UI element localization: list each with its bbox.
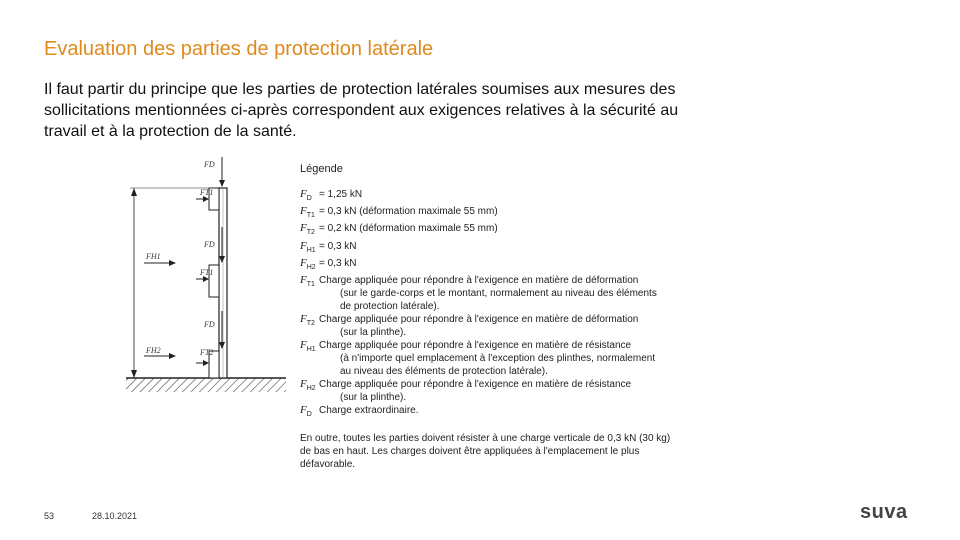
legend-value: = 0,3 kN	[319, 240, 357, 252]
legend-description-row	[300, 378, 690, 404]
legend-symbol: $F_{H1}$	[300, 239, 316, 254]
legend	[300, 163, 690, 471]
side-protection-diagram	[122, 155, 302, 400]
legend-description-line: de protection latérale).	[340, 300, 440, 312]
footer-date: 28.10.2021	[92, 511, 138, 521]
fig-label-fd-low: FD	[204, 320, 215, 329]
legend-description-line: Charge appliquée pour répondre à l'exigence en matière de résistance	[319, 378, 632, 390]
legend-value-row	[300, 222, 690, 239]
additional-note: En outre, toutes les parties doivent résister à une charge verticale de 0,3 kN (30 kg) de bas en haut. Les charges doivent être appliquées à l'emplacement le plus défavorable.	[300, 433, 671, 471]
legend-symbol: $F_{T1}$	[300, 273, 315, 289]
legend-description-row	[300, 274, 690, 313]
legend-symbol: $F_{H1}$	[300, 338, 316, 354]
legend-description-line: (à n'importe quel emplacement à l'exception des plinthes, normalement	[340, 352, 656, 364]
legend-description-row	[300, 313, 690, 339]
page-number: 53	[44, 511, 55, 521]
legend-description-line: Charge appliquée pour répondre à l'exigence en matière de résistance	[319, 339, 632, 351]
fig-label-ft1-top: FT1	[200, 188, 214, 197]
legend-symbol: $F_{H2}$	[300, 256, 316, 271]
legend-description	[319, 378, 690, 404]
legend-value-row	[300, 240, 690, 257]
legend-description	[319, 274, 690, 313]
intro-paragraph: Il faut partir du principe que les parties de protection latérales soumises aux mesures des sollicitations mentionnées ci-après correspondent aux exigences relatives à la sécurité au travail et à la protection de la santé.	[44, 81, 679, 140]
legend-title: Légende	[300, 163, 343, 175]
legend-symbol: $F_D$	[300, 188, 312, 203]
legend-description-line: Charge extraordinaire.	[319, 404, 419, 416]
fig-label-fd-top: FD	[204, 160, 215, 169]
legend-value-row	[300, 257, 690, 274]
legend-description-line: au niveau des éléments de protection latérale).	[340, 365, 548, 377]
legend-value: = 0,3 kN	[319, 257, 357, 269]
legend-description-line: (sur la plinthe).	[340, 326, 407, 338]
legend-description-row	[300, 404, 690, 421]
legend-symbol: $F_{T2}$	[300, 222, 315, 237]
legend-symbol: $F_{T2}$	[300, 312, 315, 328]
legend-value: = 1,25 kN	[319, 189, 363, 200]
legend-description-line: (sur la plinthe).	[340, 391, 407, 403]
fig-label-ft1-mid: FT1	[200, 268, 214, 277]
legend-description-row	[300, 339, 690, 378]
legend-symbol: $F_{H2}$	[300, 377, 316, 393]
legend-value-row	[300, 188, 690, 205]
ground-hatch	[126, 378, 286, 392]
fig-label-fh1: FH1	[146, 252, 161, 261]
legend-value: = 0,3 kN (déformation maximale 55 mm)	[319, 206, 498, 218]
legend-value-row	[300, 205, 690, 222]
legend-description	[319, 313, 690, 339]
fig-label-fd-mid: FD	[204, 240, 215, 249]
legend-description	[319, 339, 690, 378]
legend-description-line: Charge appliquée pour répondre à l'exigence en matière de déformation	[319, 313, 639, 325]
legend-description-line: (sur le garde-corps et le montant, normalement au niveau des éléments	[340, 287, 657, 299]
suva-logo: suva	[860, 501, 908, 523]
legend-symbol: $F_{T1}$	[300, 205, 315, 220]
fig-label-fh2: FH2	[146, 346, 161, 355]
slide-title: Evaluation des parties de protection latérale	[44, 38, 434, 60]
legend-symbol: $F_D$	[300, 403, 312, 419]
legend-value: = 0,2 kN (déformation maximale 55 mm)	[319, 223, 498, 235]
legend-description	[319, 404, 690, 421]
legend-description-line: Charge appliquée pour répondre à l'exigence en matière de déformation	[319, 274, 639, 286]
fig-label-ft2: FT2	[200, 348, 214, 357]
